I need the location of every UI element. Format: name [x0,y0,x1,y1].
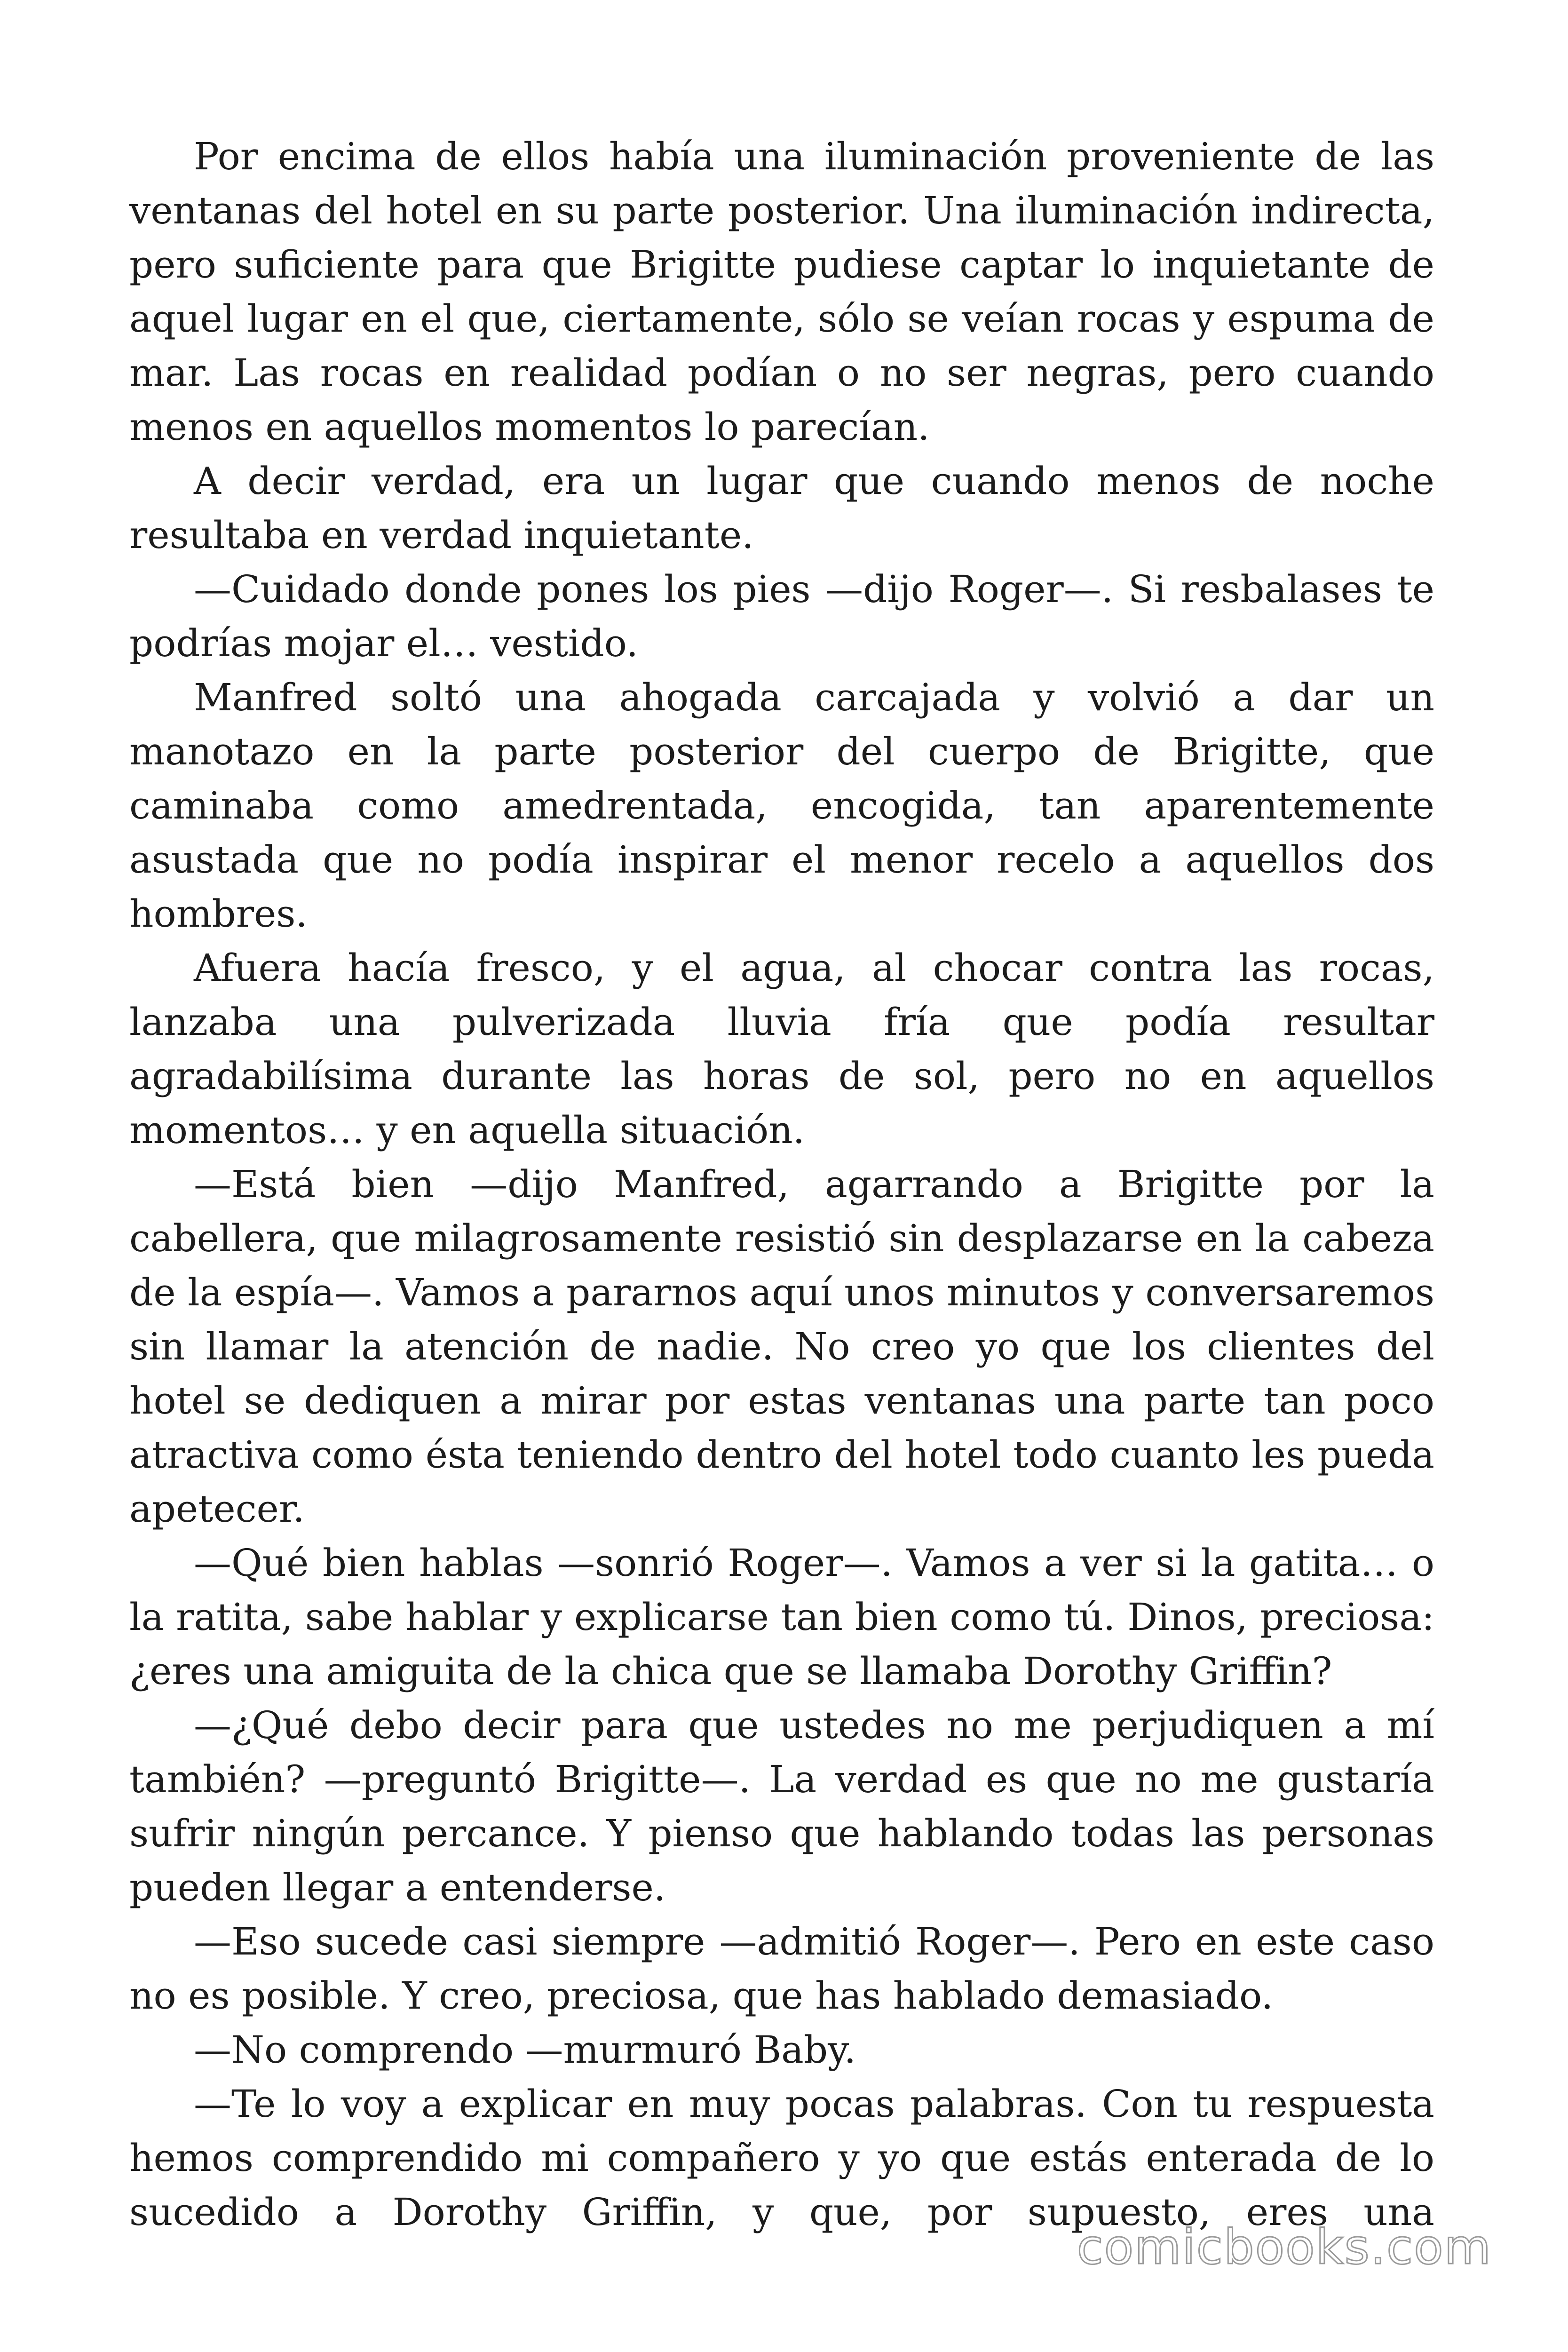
paragraph: Por encima de ellos había una iluminación proveniente de las ventanas del hotel en su parte posterior. Una iluminación indirecta, pero suficiente para que Brigitte pudiese captar lo inquietante de aquel lugar en el que, ciertamente, sólo se veían rocas y espuma de mar. Las rocas en realidad podían o no ser negras, pero cuando menos en aquellos momentos lo parecían. [129,135,1434,449]
paragraph: —Eso sucede casi siempre —admitió Roger—. Pero en este caso no es posible. Y creo, preciosa, que has hablado demasiado. [129,1920,1434,2018]
paragraph: —Está bien —dijo Manfred, agarrando a Brigitte por la cabellera, que milagrosamente resistió sin desplazarse en la cabeza de la espía—. Vamos a pararnos aquí unos minutos y conversaremos sin llamar la atención de nadie. No creo yo que los clientes del hotel se dediquen a mirar por estas ventanas una parte tan poco atractiva como ésta teniendo dentro del hotel todo cuanto les pueda apetecer. [129,1162,1434,1531]
paragraph: —Qué bien hablas —sonrió Roger—. Vamos a ver si la gatita… o la ratita, sabe hablar y explicarse tan bien como tú. Dinos, preciosa: ¿eres una amiguita de la chica que se llamaba Dorothy Griffin? [129,1541,1434,1693]
book-page-text [129,129,1434,2239]
paragraph: —Te lo voy a explicar en muy pocas palabras. Con tu respuesta hemos comprendido mi compañero y yo que estás enterada de lo sucedido a Dorothy Griffin, y que, por supuesto, eres una [129,2082,1434,2234]
paragraph: —Cuidado donde pones los pies —dijo Roger—. Si resbalases te podrías mojar el… vestido. [129,567,1434,665]
paragraph: —¿Qué debo decir para que ustedes no me perjudiquen a mí también? —preguntó Brigitte—. La verdad es que no me gustaría sufrir ningún percance. Y pienso que hablando todas las personas pueden llegar a entenderse. [129,1703,1434,1909]
watermark: comicbooks.com [1077,2219,1492,2275]
paragraph: —No comprendo —murmuró Baby. [194,2028,856,2072]
paragraph: A decir verdad, era un lugar que cuando menos de noche resultaba en verdad inquietante. [129,459,1434,557]
paragraph: Manfred soltó una ahogada carcajada y volvió a dar un manotazo en la parte posterior del cuerpo de Brigitte, que caminaba como amedrentada, encogida, tan aparentemente asustada que no podía inspirar el menor recelo a aquellos dos hombres. [129,675,1434,936]
paragraph: Afuera hacía fresco, y el agua, al chocar contra las rocas, lanzaba una pulverizada lluvia fría que podía resultar agradabilísima durante las horas de sol, pero no en aquellos momentos… y en aquella situación. [129,946,1434,1152]
